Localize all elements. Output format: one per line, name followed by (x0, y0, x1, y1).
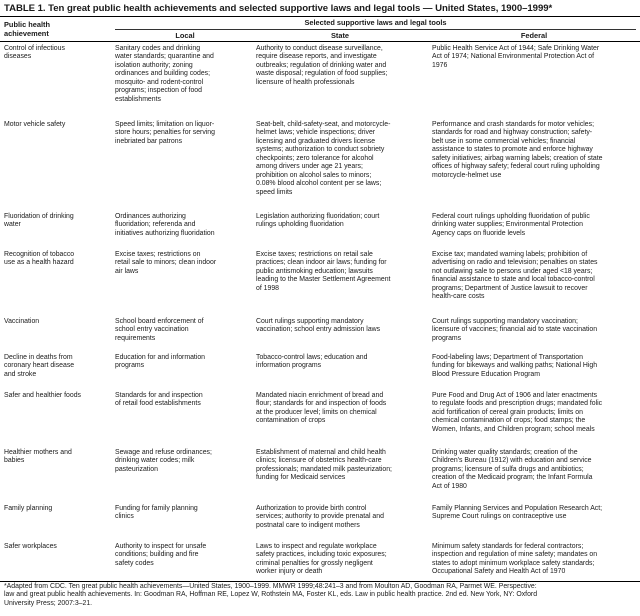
header-bottom-rule (0, 41, 640, 42)
cell-achievement: Safer and healthier foods (4, 392, 81, 399)
cell-federal: Minimum safety standards for federal contractors; inspection and regulation of mine safety; mandates on states to adopt minimum workplace safety standards; Occupational Safety and Health Act of 1970 (432, 543, 598, 576)
header-state: State (330, 31, 350, 40)
top-rule (0, 16, 640, 17)
header-local: Local (175, 31, 195, 40)
table-bottom-rule (0, 581, 640, 582)
cell-achievement: Healthier mothers and babies (4, 449, 72, 465)
header-federal: Federal (520, 31, 548, 40)
cell-local: Sanitary codes and drinking water standards; quarantine and isolation authority; zoning ordinances and building codes; mosquito- and rodent-control programs; inspection of food establishments (115, 45, 214, 103)
cell-state: Establishment of maternal and child health clinics; licensure of obstetrics health-care professionals; mandated milk pasteurization; funding for Medicaid services (256, 449, 392, 482)
cell-local: Speed limits; limitation on liquor- store hours; penalties for serving inebriated bar patrons (115, 121, 215, 145)
cell-state: Authority to conduct disease surveillance, require disease reports, and investigate outbreaks; regulation of drinking water and waste disposal; regulation of food supplies; licensure of health professionals (256, 45, 388, 86)
cell-state: Court rulings supporting mandatory vaccination; school entry admission laws (256, 318, 381, 334)
cell-state: Authorization to provide birth control services; authority to provide prenatal and postnatal care to indigent mothers (256, 505, 384, 529)
cell-local: Excise taxes; restrictions on retail sale to minors; clean indoor air laws (115, 251, 217, 275)
cell-federal: Performance and crash standards for motor vehicles; standards for road and highway construction; safety- belt use in some commercial vehicles; financial assistance to states to promote and enforce highway safety initiatives; airbag warning labels; creation of state offices of highway safety; federal court ruling upholding motorcycle-helmet use (432, 121, 603, 179)
cell-achievement: Safer workplaces (4, 543, 57, 550)
table-title: TABLE 1. Ten great public health achievements and selected supportive laws and legal tools — United States, 1900–1999* (4, 3, 553, 14)
cell-achievement: Vaccination (4, 318, 40, 325)
cell-state: Seat-belt, child-safety-seat, and motorcycle- helmet laws; vehicle inspections; driver licensing and graduated drivers license systems; authorization to conduct sobriety checkpoints; zero tolerance for alcohol among drivers under age 21 years; prohibition on alcohol sales to minors; 0.08% blood alcohol content per se laws; speed limits (256, 121, 391, 196)
cell-local: Authority to inspect for unsafe conditions; building and fire safety codes (115, 543, 207, 567)
cell-state: Excise taxes; restrictions on retail sale practices; clean indoor air laws; funding for public antismoking education; lawsuits leading to the Master Settlement Agreement of 1998 (256, 251, 391, 292)
cell-federal: Court rulings supporting mandatory vaccination; licensure of vaccines; financial aid to state vaccination programs (432, 318, 598, 342)
cell-federal: Family Planning Services and Population Research Act; Supreme Court rulings on contraceptive use (432, 505, 603, 521)
cell-local: School board enforcement of school entry vaccination requirements (115, 318, 204, 342)
header-group-label: Selected supportive laws and legal tools (304, 18, 447, 27)
cell-local: Standards for and inspection of retail food establishments (115, 392, 203, 408)
cell-state: Legislation authorizing fluoridation; court rulings upholding fluoridation (256, 213, 380, 229)
cell-local: Sewage and refuse ordinances; drinking water codes; milk pasteurization (115, 449, 212, 473)
cell-achievement: Fluoridation of drinking water (4, 213, 74, 229)
cell-achievement: Recognition of tobacco use as a health hazard (4, 251, 75, 267)
footnote: *Adapted from CDC. Ten great public health achievements—United States, 1900–1999. MMWR 1999;48:241–3 and from Moulton AD, Goodman RA, Parmet WE. Perspective: law and great public health achievements. In: Goodman RA, Hoffman RE, Lopez W, Rothstein MA, Foster KL, eds. Law in public health practice. 2nd ed. New York, NY: Oxford University Press; 2007:3–21. (4, 583, 538, 607)
header-group-rule (115, 29, 636, 30)
cell-federal: Pure Food and Drug Act of 1906 and later enactments to regulate foods and prescription drugs; mandated folic acid fortification of cereal grain products; limits on chemical contamination of crops; food stamps; the Women, Infants, and Children program; school meals (432, 392, 603, 433)
cell-local: Education for and information programs (115, 354, 206, 370)
cell-federal: Drinking water quality standards; creation of the Children's Bureau (1912) with education and service programs; licensure of sulfa drugs and antibiotics; creation of the Medicaid program; the Infant Formula Act of 1980 (432, 449, 593, 490)
cell-state: Mandated niacin enrichment of bread and flour; standards for and inspection of foods at the producer level; limits on chemical contamination of crops (256, 392, 387, 425)
cell-state: Laws to inspect and regulate workplace safety practices, including toxic exposures; criminal penalties for grossly negligent worker injury or death (256, 543, 387, 576)
cell-local: Funding for family planning clinics (115, 505, 198, 521)
cell-federal: Federal court rulings upholding fluoridation of public drinking water supplies; Environmental Protection Agency caps on fluoride levels (432, 213, 590, 237)
cell-federal: Public Health Service Act of 1944; Safe Drinking Water Act of 1974; National Environmental Protection Act of 1976 (432, 45, 600, 69)
cell-local: Ordinances authorizing fluoridation; referenda and initiatives authorizing fluoridation (115, 213, 215, 237)
cell-achievement: Family planning (4, 505, 53, 512)
cell-federal: Excise tax; mandated warning labels; prohibition of advertising on radio and television; penalties on states not outlawing sale to persons under aged <18 years; financial assistance to state and local tobacco-control programs; Department of Justice lawsuit to recover health-care costs (432, 251, 598, 301)
header-achievement: Public health achievement (4, 20, 50, 39)
cell-achievement: Motor vehicle safety (4, 121, 66, 128)
cell-federal: Food-labeling laws; Department of Transportation funding for bikeways and walking paths; National High Blood Pressure Education Program (432, 354, 598, 378)
cell-state: Tobacco-control laws; education and information programs (256, 354, 368, 370)
cell-achievement: Control of infectious diseases (4, 45, 65, 61)
cell-achievement: Decline in deaths from coronary heart disease and stroke (4, 354, 75, 378)
